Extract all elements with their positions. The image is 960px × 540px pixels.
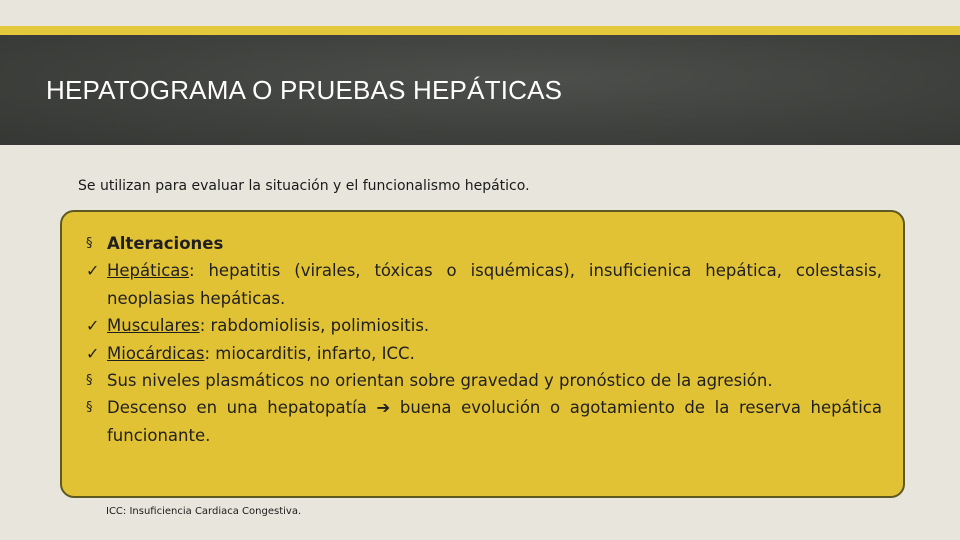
list-item-descenso bbox=[86, 394, 882, 449]
check-icon: ✓ bbox=[86, 261, 100, 281]
slide-title: HEPATOGRAMA O PRUEBAS HEPÁTICAS bbox=[46, 75, 563, 105]
item-text bbox=[107, 312, 882, 339]
item-rest: : hepatitis (virales, tóxicas o isquémicas), insuficienica hepática, colestasis, neoplasias hepáticas. bbox=[107, 261, 882, 308]
item-pre: Descenso en una hepatopatía bbox=[107, 398, 377, 418]
list-item-miocardicas bbox=[86, 340, 882, 367]
item-rest: : rabdomiolisis, polimiositis. bbox=[199, 316, 430, 336]
item-heading: Alteraciones bbox=[107, 234, 224, 253]
list-item-niveles bbox=[86, 367, 882, 394]
item-text bbox=[107, 257, 882, 312]
item-text bbox=[107, 394, 882, 449]
footnote: ICC: Insuficiencia Cardiaca Congestiva. bbox=[106, 506, 302, 517]
square-bullet-icon: § bbox=[86, 373, 93, 389]
square-bullet-icon: § bbox=[86, 400, 93, 416]
subtitle: Se utilizan para evaluar la situación y el funcionalismo hepático. bbox=[78, 178, 530, 194]
list-item-musculares bbox=[86, 312, 882, 339]
item-label: Musculares bbox=[107, 316, 200, 336]
item-label: Miocárdicas bbox=[107, 343, 205, 363]
item-text: Sus niveles plasmáticos no orientan sobre gravedad y pronóstico de la agresión. bbox=[107, 371, 773, 391]
accent-stripe bbox=[0, 26, 960, 35]
arrow-right-icon: ➔ bbox=[376, 398, 391, 418]
item-rest: : miocarditis, infarto, ICC. bbox=[204, 343, 415, 363]
list-item-alteraciones bbox=[86, 230, 882, 257]
bullet-list bbox=[86, 230, 882, 449]
square-bullet-icon: § bbox=[86, 236, 93, 251]
item-label: Hepáticas bbox=[107, 261, 189, 281]
check-icon: ✓ bbox=[86, 343, 100, 363]
check-icon: ✓ bbox=[86, 316, 100, 336]
item-text bbox=[107, 340, 882, 367]
list-item-hepaticas bbox=[86, 257, 882, 312]
item-post: buena evolución o agotamiento de la reserva hepática funcionante. bbox=[107, 398, 882, 445]
